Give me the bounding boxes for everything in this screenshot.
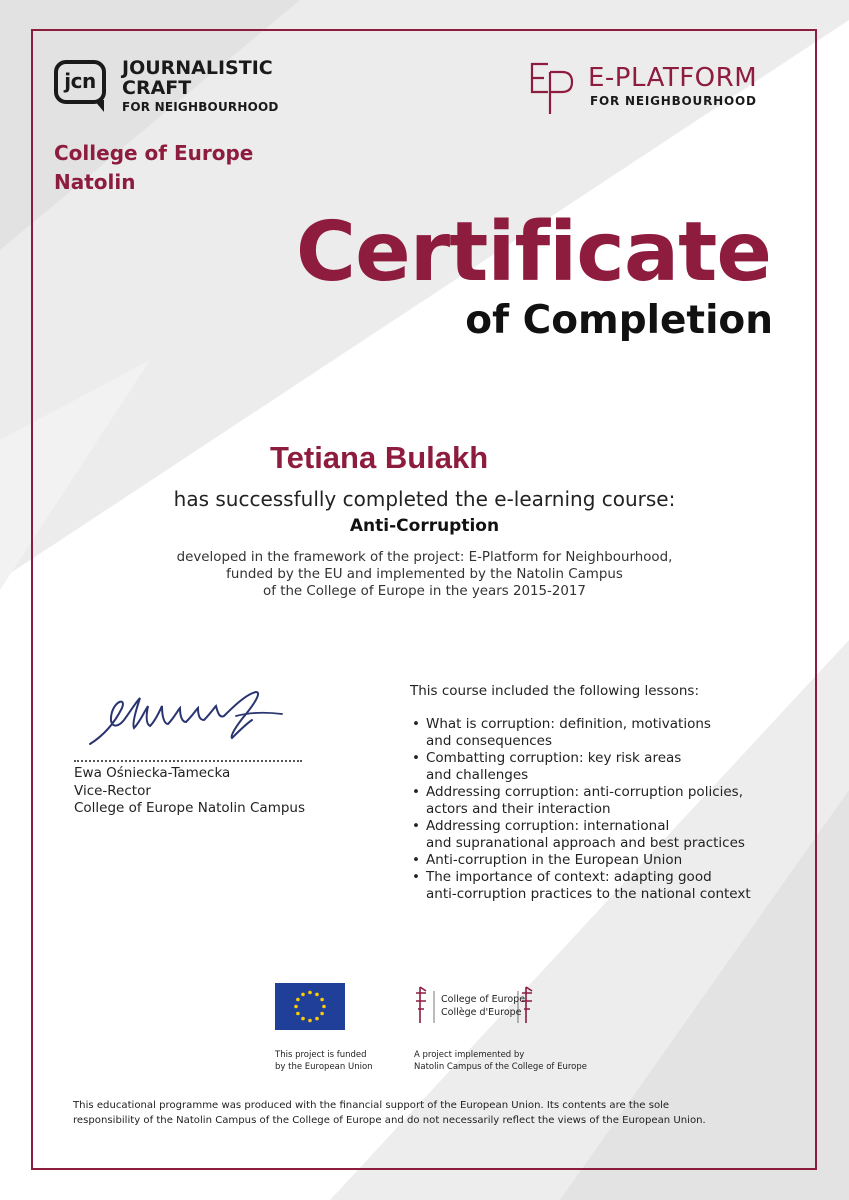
signatory-organization: College of Europe Natolin Campus <box>74 800 306 816</box>
college-name-line2: Natolin <box>54 170 136 194</box>
jcn-title-line2: CRAFT <box>122 77 192 99</box>
college-name-line1: College of Europe <box>54 141 254 165</box>
e-platform-subtitle: FOR NEIGHBOURHOOD <box>590 94 757 108</box>
lesson-item: • Addressing corruption: international and supranational approach and best practices <box>410 818 790 852</box>
completion-statement: has successfully completed the e-learning course: <box>173 487 676 511</box>
jcn-subtitle: FOR NEIGHBOURHOOD <box>122 100 279 114</box>
implementation-line2: Natolin Campus of the College of Europe <box>414 1062 587 1072</box>
disclaimer-line2: responsibility of the Natolin Campus of the College of Europe and do not necessarily reflect the views of the European Union. <box>73 1115 706 1126</box>
coe-logo-line1: College of Europe <box>441 994 526 1005</box>
lessons-intro: This course included the following lessons: <box>410 683 700 699</box>
coe-logo-line2: Collège d'Europe <box>441 1007 522 1018</box>
eu-funding-line1: This project is funded <box>275 1050 367 1060</box>
signatory-block <box>74 765 305 818</box>
eu-stars-icon <box>275 983 345 1030</box>
jcn-logo <box>54 58 294 120</box>
signatory-name: Ewa Ośniecka-Tamecka <box>74 765 231 781</box>
handwritten-signature <box>86 686 286 750</box>
eu-flag-logo <box>275 983 345 1030</box>
e-platform-logo <box>528 58 788 118</box>
project-description-line: developed in the framework of the project: E-Platform for Neighbourhood, <box>176 550 673 565</box>
eu-funding-note <box>275 1049 373 1073</box>
lesson-item: • The importance of context: adapting good anti-corruption practices to the national context <box>410 869 790 903</box>
lesson-item: • Anti-corruption in the European Union <box>410 852 790 869</box>
lessons-list <box>410 716 790 903</box>
speech-bubble-tail-icon <box>94 100 104 112</box>
implementation-note <box>414 1049 587 1073</box>
certificate-subtitle: of Completion <box>465 298 773 343</box>
college-of-europe-natolin <box>54 139 314 197</box>
ep-monogram-icon <box>528 58 578 116</box>
eu-funding-line2: by the European Union <box>275 1062 373 1072</box>
certificate-title: Certificate <box>295 205 771 300</box>
lessons-section <box>410 683 790 903</box>
e-platform-title: E-PLATFORM <box>588 63 758 93</box>
course-name: Anti-Corruption <box>349 516 500 536</box>
project-description <box>0 549 849 600</box>
project-description-line: of the College of Europe in the years 2015-2017 <box>263 584 586 599</box>
recipient-name: Tetiana Bulakh <box>270 440 489 475</box>
implementation-line1: A project implemented by <box>414 1050 525 1060</box>
lesson-item: • Combatting corruption: key risk areas and challenges <box>410 750 790 784</box>
lesson-item: • Addressing corruption: anti-corruption policies, actors and their interaction <box>410 784 790 818</box>
jcn-mark: jcn <box>54 60 106 104</box>
lesson-item: • What is corruption: definition, motivations and consequences <box>410 716 790 750</box>
signature-line <box>74 760 302 762</box>
college-of-europe-logo <box>412 983 552 1029</box>
eu-disclaimer <box>73 1098 783 1128</box>
coe-logo-text <box>441 993 525 1019</box>
jcn-title-line1: JOURNALISTIC <box>122 57 273 79</box>
project-description-line: funded by the EU and implemented by the Natolin Campus <box>226 567 623 582</box>
signatory-position: Vice-Rector <box>74 782 151 799</box>
disclaimer-line1: This educational programme was produced with the financial support of the European Union. Its contents are the sole <box>73 1100 670 1111</box>
